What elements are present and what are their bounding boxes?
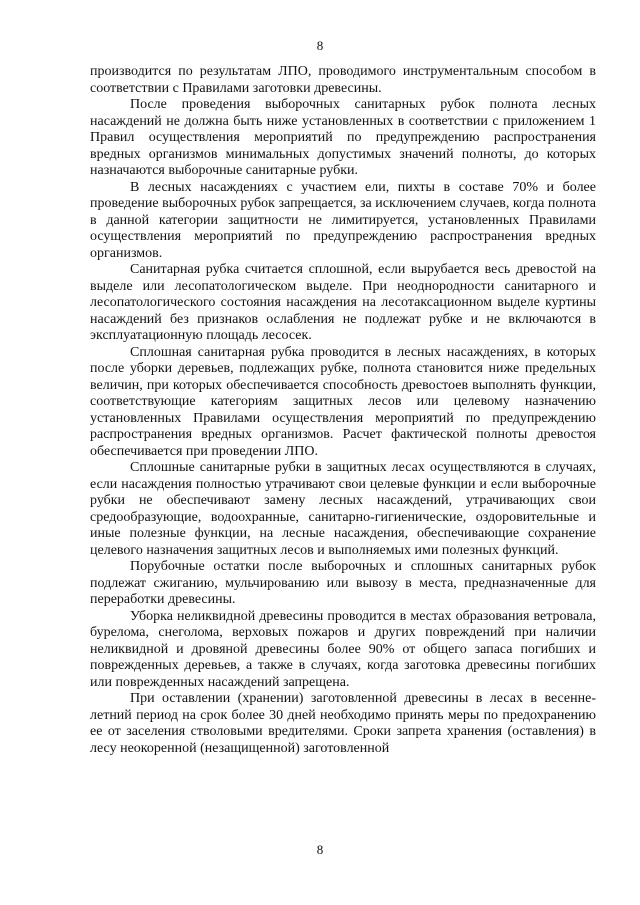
paragraph-9: При оставлении (хранении) заготовленной древесины в лесах в весенне-летний период на срок более 30 дней необходимо принять меры по предохранению ее от заселения стволовыми вредителями. Сроки запрета хранения (оставления) в лесу неокоренной (незащищенной) заготовленной — [90, 691, 596, 756]
paragraph-5: Сплошная санитарная рубка проводится в лесных насаждениях, в которых после уборки деревьев, подлежащих рубке, полнота становится ниже предельных величин, при которых обеспечивается способность древостоев выполнять функции, соответствующие категориям защитных лесов или целевому назначению установленных Правилами осуществления мероприятий по предупреждению распространения вредных организмов. Расчет фактической полноты древостоя обеспечивается при проведении ЛПО. — [90, 344, 596, 459]
paragraph-8: Уборка неликвидной древесины проводится в местах образования ветровала, бурелома, снеголома, верховых пожаров и других повреждений при наличии неликвидной и дровяной древесины более 90% от общего запаса погибших и поврежденных деревьев, а также в случаях, когда заготовка древесины погибших или поврежденных насаждений запрещена. — [90, 608, 596, 690]
paragraph-2: После проведения выборочных санитарных рубок полнота лесных насаждений не должна быть ниже установленных в соответствии с приложением 1 Правил осуществления мероприятий по предупреждению распространения вредных организмов минимальных допустимых значений полноты, до которых назначаются выборочные санитарные рубки. — [90, 97, 596, 178]
paragraph-3: В лесных насаждениях с участием ели, пихты в составе 70% и более проведение выборочных рубок запрещается, за исключением случаев, когда полнота в данной категории защитности не лимитируется, установленных Правилами осуществления мероприятий по предупреждению распространения вредных организмов. — [90, 179, 596, 261]
paragraph-4: Санитарная рубка считается сплошной, если вырубается весь древостой на выделе или лесопатологическом выделе. При неоднородности санитарного и лесопатологического состояния насаждения на лесотаксационном выделе куртины насаждений без признаков ослабления не подлежат рубке и не включаются в эксплуатационную площадь лесосек. — [90, 262, 596, 343]
document-body — [90, 64, 596, 757]
paragraph-7: Порубочные остатки после выборочных и сплошных санитарных рубок подлежат сжиганию, мульчированию или вывозу в места, предназначенные для переработки древесины. — [90, 559, 596, 607]
page-number-bottom: 8 — [316, 842, 324, 857]
paragraph-1: производится по результатам ЛПО, проводимого инструментальным способом в соответствии с Правилами заготовки древесины. — [90, 64, 596, 96]
page-number-top: 8 — [316, 38, 324, 53]
paragraph-6: Сплошные санитарные рубки в защитных лесах осуществляются в случаях, если насаждения полностью утрачивают свои целевые функции и если выборочные рубки не обеспечивают замену лесных насаждений, утрачивающих свои средообразующие, водоохранные, санитарно-гигиенические, оздоровительные и иные полезные функции, на лесные насаждения, обеспечивающие сохранение целевого назначения защитных лесов и выполняемых ими полезных функций. — [90, 460, 596, 558]
